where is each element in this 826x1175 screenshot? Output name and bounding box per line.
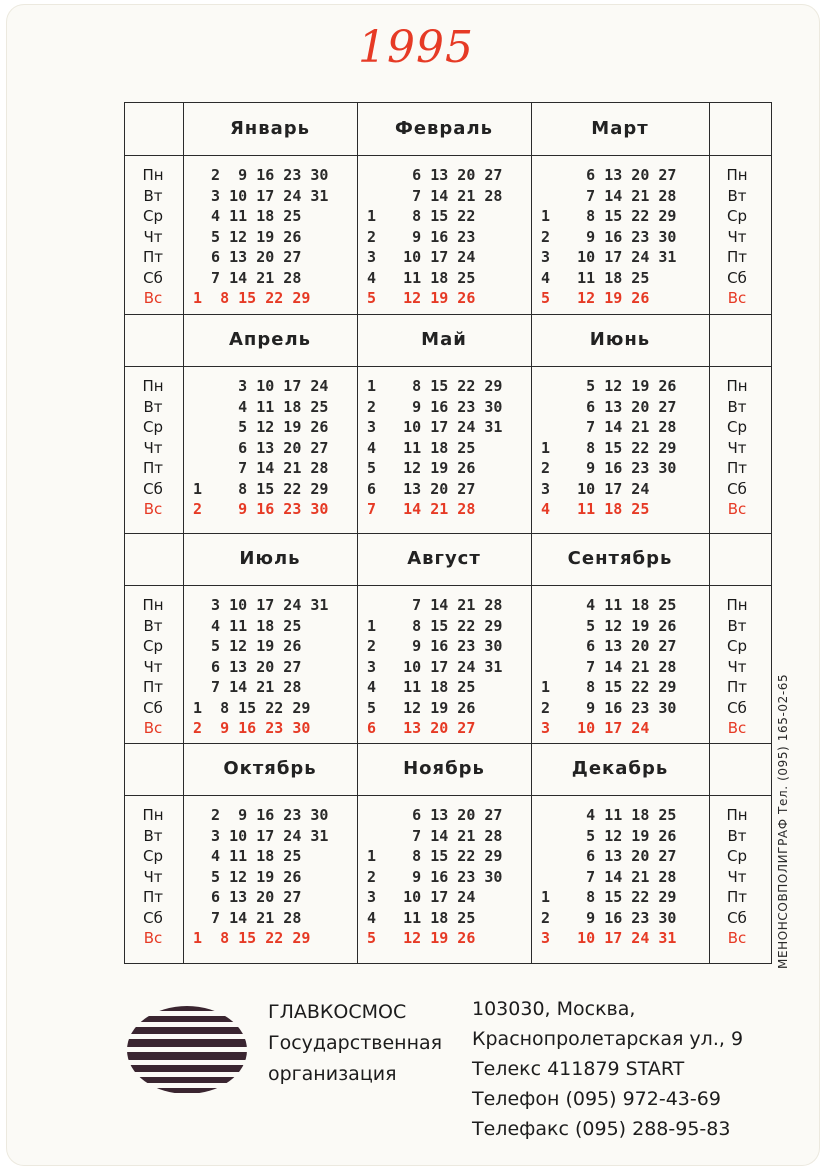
weekday-labels-left	[133, 376, 173, 520]
weekday-label: Пт	[726, 678, 748, 696]
weekday-label: Пн	[142, 596, 164, 614]
month-days	[541, 595, 676, 739]
week-row: 7 14 21 28	[541, 657, 677, 676]
weekday-label: Ср	[143, 637, 163, 655]
address-line1: 103030, Москва,	[472, 998, 636, 1020]
weekday-label: Вс	[143, 500, 163, 518]
calendar-grid	[124, 102, 772, 964]
week-row: 6 13 20 27	[541, 166, 677, 184]
weekday-label: Пт	[726, 888, 748, 906]
month-name: Август	[407, 548, 481, 569]
week-row: 4 11 18 25	[541, 806, 677, 824]
weekday-label: Вт	[727, 397, 747, 416]
week-row: 7 14 21 28	[541, 418, 677, 436]
org-name: ГЛАВКОСМОС	[268, 1001, 407, 1023]
week-row: 5 12 19 26	[367, 698, 476, 717]
week-row: 4 11 18 25	[541, 500, 650, 518]
week-row: 2 9 16 23 30	[193, 806, 329, 824]
week-row: 2 9 16 23	[367, 227, 476, 246]
week-row: 3 10 17 24 31	[541, 929, 677, 947]
week-row: 1 8 15 22 29	[541, 207, 677, 225]
weekday-label: Пн	[142, 377, 164, 395]
week-row: 4 11 18 25	[541, 596, 677, 614]
week-row: 2 9 16 23 30	[367, 867, 503, 886]
weekday-label: Вт	[143, 616, 163, 635]
week-row: 7 14 21 28	[367, 596, 503, 614]
week-row: 2 9 16 23 30	[541, 908, 677, 927]
weekday-label: Ср	[727, 207, 747, 225]
week-row: 3 10 17 24	[541, 719, 650, 737]
weekday-labels-left	[133, 165, 173, 309]
month-name: Февраль	[394, 118, 494, 139]
weekday-label: Вс	[727, 289, 747, 307]
week-row: 5 12 19 26	[193, 867, 302, 886]
grid-horizontal-line	[125, 366, 771, 367]
weekday-label: Сб	[143, 479, 163, 498]
month-name: Октябрь	[223, 758, 317, 779]
weekday-labels-right	[717, 165, 757, 309]
month-days	[541, 805, 676, 949]
week-row: 5 12 19 26	[193, 418, 329, 436]
month-days	[367, 376, 502, 520]
org-line3: организация	[268, 1063, 397, 1085]
weekday-label: Сб	[143, 698, 163, 717]
weekday-label: Вс	[143, 929, 163, 947]
month-days	[193, 595, 328, 739]
weekday-label: Пн	[726, 806, 748, 824]
grid-horizontal-line	[125, 155, 771, 156]
weekday-label: Пт	[142, 248, 164, 266]
month-days	[541, 376, 676, 520]
week-row: 4 11 18 25	[367, 908, 476, 927]
week-row: 6 13 20 27	[367, 806, 503, 824]
weekday-label: Пт	[142, 678, 164, 696]
weekday-label: Ср	[727, 418, 747, 436]
weekday-label: Вт	[727, 186, 747, 205]
week-row: 7 14 21 28	[193, 268, 302, 287]
week-row: 1 8 15 22	[367, 207, 476, 225]
week-row: 1 8 15 22 29	[193, 929, 311, 947]
week-row: 6 13 20 27	[193, 248, 302, 266]
weekday-label: Вт	[727, 616, 747, 635]
weekday-label: Ср	[727, 637, 747, 655]
week-row: 1 8 15 22 29	[193, 479, 329, 498]
week-row: 2 9 16 23 30	[193, 166, 329, 184]
weekday-label: Чт	[727, 657, 747, 676]
address-line3: Телекс 411879 START	[472, 1058, 685, 1080]
week-row: 1 8 15 22 29	[367, 377, 503, 395]
week-row: 3 10 17 24	[367, 888, 476, 906]
week-row: 4 11 18 25	[193, 616, 302, 635]
weekday-labels-right	[717, 805, 757, 949]
weekday-label: Пт	[142, 459, 164, 477]
weekday-label: Ср	[143, 418, 163, 436]
weekday-label: Чт	[143, 867, 163, 886]
week-row: 6 13 20 27	[367, 719, 476, 737]
week-row: 1 8 15 22 29	[367, 616, 503, 635]
week-row: 3 10 17 24 31	[193, 826, 329, 845]
week-row: 7 14 21 28	[367, 500, 476, 518]
weekday-labels-right	[717, 595, 757, 739]
month-days	[193, 165, 328, 309]
weekday-label: Вс	[727, 719, 747, 737]
week-row: 2 9 16 23 30	[193, 500, 329, 518]
weekday-label: Вт	[727, 826, 747, 845]
weekday-label: Чт	[727, 867, 747, 886]
weekday-label: Вт	[143, 826, 163, 845]
week-row: 3 10 17 24 31	[193, 186, 329, 205]
grid-horizontal-line	[125, 585, 771, 586]
weekday-label: Вс	[727, 500, 747, 518]
weekday-label: Вс	[143, 719, 163, 737]
weekday-label: Пт	[142, 888, 164, 906]
week-row: 3 10 17 24	[367, 248, 476, 266]
month-days	[367, 805, 502, 949]
weekday-label: Пн	[142, 166, 164, 184]
weekday-label: Сб	[727, 268, 747, 287]
month-name: Апрель	[228, 329, 312, 350]
month-days	[367, 595, 502, 739]
weekday-label: Ср	[727, 847, 747, 865]
weekday-label: Пн	[142, 806, 164, 824]
week-row: 3 10 17 24 31	[367, 418, 503, 436]
week-row: 4 11 18 25	[367, 438, 476, 457]
weekday-label: Сб	[727, 908, 747, 927]
month-name: Март	[591, 118, 649, 139]
month-name: Январь	[229, 118, 311, 139]
week-row: 4 11 18 25	[367, 268, 476, 287]
month-name: Сентябрь	[567, 548, 673, 569]
week-row: 6 13 20 27	[367, 479, 476, 498]
weekday-label: Чт	[143, 438, 163, 457]
weekday-labels-right	[717, 376, 757, 520]
week-row: 2 9 16 23 30	[193, 719, 311, 737]
week-row: 6 13 20 27	[193, 438, 329, 457]
week-row: 5 12 19 26	[367, 289, 476, 307]
weekday-label: Пн	[726, 166, 748, 184]
weekday-label: Вт	[143, 397, 163, 416]
calendar-card	[6, 4, 820, 1166]
week-row: 6 13 20 27	[541, 847, 677, 865]
week-row: 7 14 21 28	[541, 186, 677, 205]
weekday-label: Ср	[143, 207, 163, 225]
weekday-label: Пн	[726, 377, 748, 395]
month-name: Декабрь	[571, 758, 669, 779]
week-row: 4 11 18 25	[367, 678, 476, 696]
weekday-label: Чт	[143, 227, 163, 246]
week-row: 5 12 19 26	[367, 459, 476, 477]
weekday-label: Ср	[143, 847, 163, 865]
week-row: 1 8 15 22 29	[193, 289, 311, 307]
week-row: 5 12 19 26	[541, 616, 677, 635]
weekday-label: Пт	[726, 459, 748, 477]
weekday-label: Пт	[726, 248, 748, 266]
address-block	[472, 994, 802, 1144]
month-days	[367, 165, 502, 309]
week-row: 7 14 21 28	[193, 908, 302, 927]
week-row: 1 8 15 22 29	[541, 438, 677, 457]
week-row: 1 8 15 22 29	[541, 888, 677, 906]
month-name: Июнь	[589, 329, 651, 350]
globe-stripes-logo-icon	[124, 1004, 250, 1096]
week-row: 7 14 21 28	[193, 678, 302, 696]
month-days	[193, 805, 328, 949]
weekday-label: Чт	[727, 227, 747, 246]
weekday-label: Сб	[727, 479, 747, 498]
week-row: 6 13 20 27	[193, 657, 302, 676]
weekday-label: Вс	[727, 929, 747, 947]
week-row: 2 9 16 23 30	[541, 227, 677, 246]
week-row: 5 12 19 26	[193, 637, 302, 655]
week-row: 4 11 18 25	[541, 268, 650, 287]
printer-imprint: МЕНОНСОВПОЛИГРАФ Тел. (095) 165-02-65	[776, 673, 790, 969]
address-line5: Телефакс (095) 288-95-83	[472, 1118, 731, 1140]
week-row: 7 14 21 28	[367, 186, 503, 205]
weekday-label: Сб	[143, 908, 163, 927]
week-row: 1 8 15 22 29	[193, 698, 311, 717]
week-row: 4 11 18 25	[193, 397, 329, 416]
week-row: 3 10 17 24	[541, 479, 650, 498]
address-line4: Телефон (095) 972-43-69	[472, 1088, 721, 1110]
week-row: 1 8 15 22 29	[367, 847, 503, 865]
month-days	[541, 165, 676, 309]
week-row: 6 13 20 27	[541, 637, 677, 655]
week-row: 2 9 16 23 30	[541, 459, 677, 477]
week-row: 1 8 15 22 29	[541, 678, 677, 696]
week-row: 7 14 21 28	[541, 867, 677, 886]
weekday-labels-left	[133, 595, 173, 739]
weekday-label: Сб	[143, 268, 163, 287]
week-row: 6 13 20 27	[541, 397, 677, 416]
year-title: 1995	[358, 22, 474, 73]
grid-horizontal-line	[125, 795, 771, 796]
week-row: 2 9 16 23 30	[367, 397, 503, 416]
week-row: 7 14 21 28	[193, 459, 329, 477]
weekday-label: Сб	[727, 698, 747, 717]
week-row: 3 10 17 24 31	[193, 596, 329, 614]
weekday-label: Пн	[726, 596, 748, 614]
week-row: 6 13 20 27	[367, 166, 503, 184]
organization-block	[268, 997, 468, 1090]
week-row: 3 10 17 24	[193, 377, 329, 395]
week-row: 3 10 17 24 31	[541, 248, 677, 266]
week-row: 7 14 21 28	[367, 826, 503, 845]
week-row: 4 11 18 25	[193, 207, 302, 225]
week-row: 2 9 16 23 30	[367, 637, 503, 655]
weekday-label: Вс	[143, 289, 163, 307]
weekday-label: Вт	[143, 186, 163, 205]
week-row: 5 12 19 26	[541, 826, 677, 845]
week-row: 5 12 19 26	[367, 929, 476, 947]
week-row: 2 9 16 23 30	[541, 698, 677, 717]
month-days	[193, 376, 328, 520]
weekday-labels-left	[133, 805, 173, 949]
month-name: Июль	[239, 548, 301, 569]
week-row: 6 13 20 27	[193, 888, 302, 906]
org-line2: Государственная	[268, 1032, 443, 1054]
weekday-label: Чт	[143, 657, 163, 676]
week-row: 5 12 19 26	[193, 227, 302, 246]
weekday-label: Чт	[727, 438, 747, 457]
address-line2: Краснопролетарская ул., 9	[472, 1028, 744, 1050]
week-row: 5 12 19 26	[541, 377, 677, 395]
month-name: Ноябрь	[403, 758, 485, 779]
week-row: 4 11 18 25	[193, 847, 302, 865]
week-row: 3 10 17 24 31	[367, 657, 503, 676]
week-row: 5 12 19 26	[541, 289, 650, 307]
month-name: Май	[421, 329, 467, 350]
